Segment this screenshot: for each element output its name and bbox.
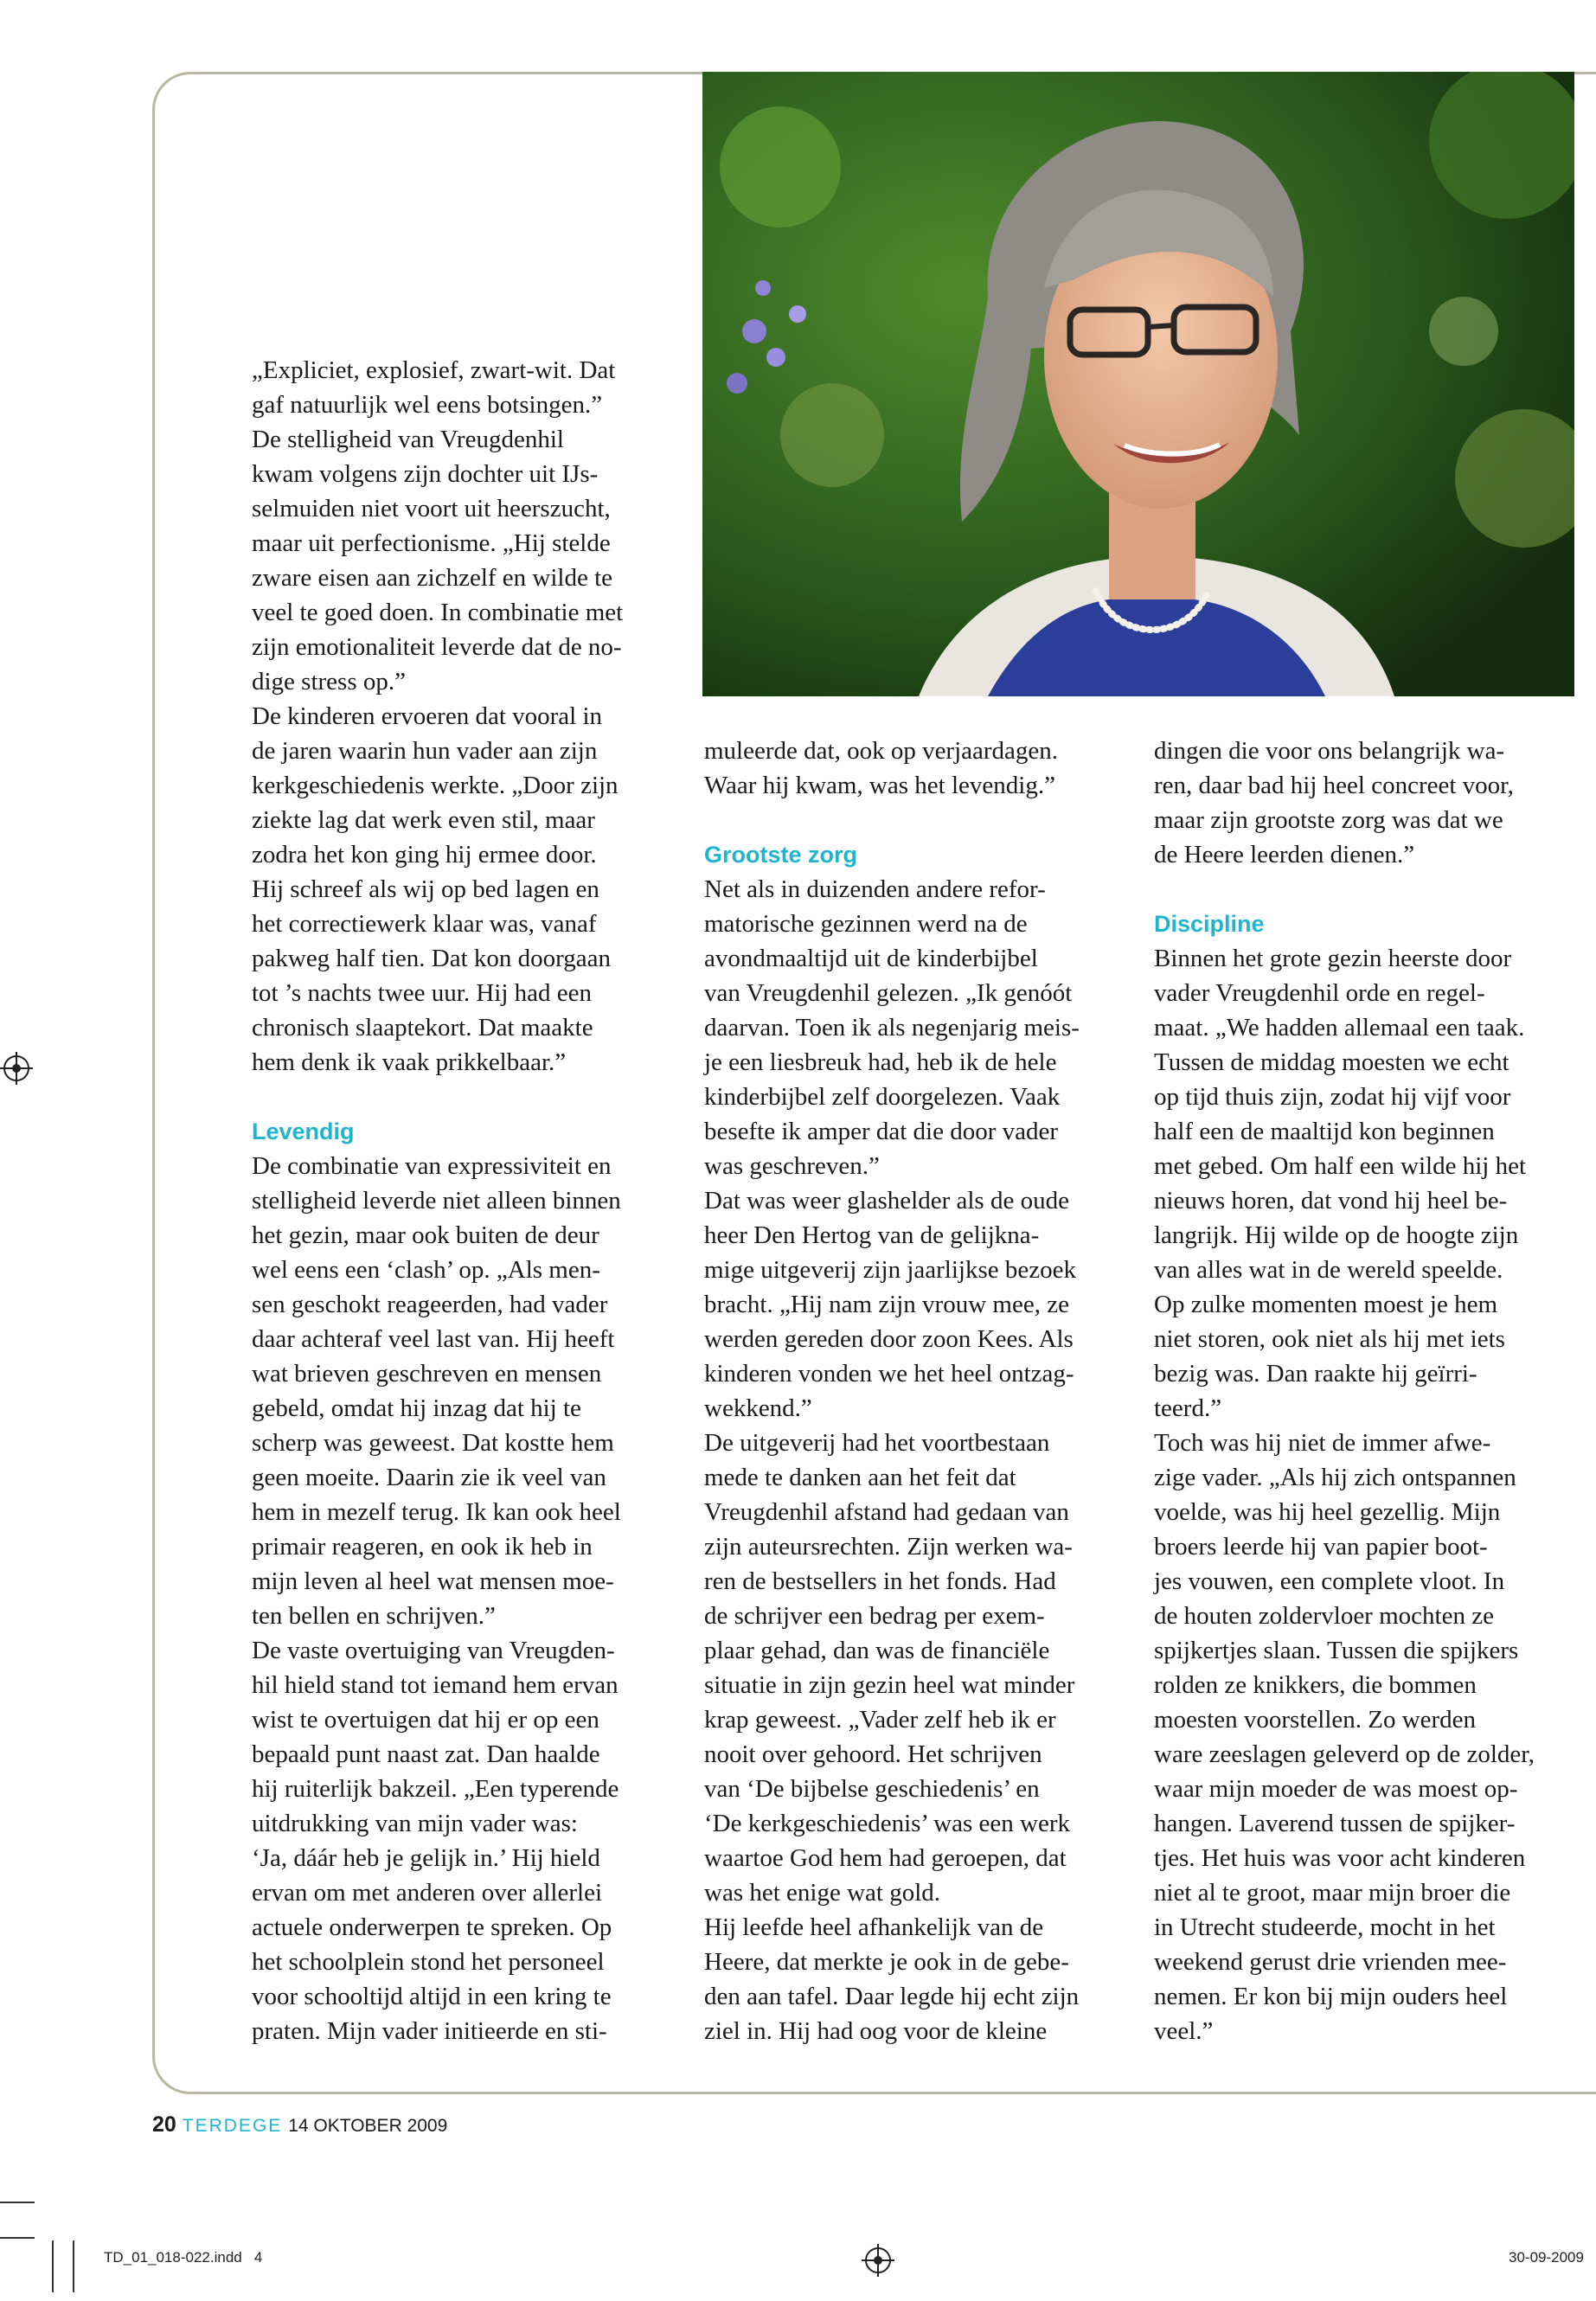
text-line: maat. „We hadden allemaal een taak.	[1154, 1014, 1525, 1042]
text-line: krap geweest. „Vader zelf heb ik er	[704, 1706, 1056, 1734]
text-line: in Utrecht studeerde, mocht in het	[1154, 1913, 1496, 1941]
text-line: den aan tafel. Daar legde hij echt zijn	[704, 1983, 1080, 2010]
text-line: ten bellen en schrijven.”	[252, 1602, 496, 1630]
paragraph-gap	[252, 1080, 623, 1114]
text-line: maar uit perfectionisme. „Hij stelde	[252, 529, 611, 557]
text-line: ‘Ja, dáár heb je gelijk in.’ Hij hield	[252, 1844, 600, 1872]
portrait-illustration	[702, 72, 1574, 696]
text-line: moesten voorstellen. Zo werden	[1154, 1706, 1477, 1734]
text-line: hij ruiterlijk bakzeil. „Een typerende	[252, 1775, 619, 1803]
text-line: wel eens een ‘clash’ op. „Als men-	[252, 1256, 600, 1284]
text-line: waar mijn moeder de was moest op-	[1154, 1775, 1518, 1803]
registration-mark-icon	[865, 2247, 891, 2273]
text-line: De stelligheid van Vreugdenhil	[252, 426, 564, 453]
magazine-name: TERDEGE	[182, 2116, 283, 2136]
text-line: zijn emotionaliteit leverde dat de no-	[252, 633, 622, 661]
text-line: vader Vreugdenhil orde en regel-	[1154, 979, 1485, 1007]
text-line: „Expliciet, explosief, zwart-wit. Dat	[252, 356, 616, 384]
text-line: waartoe God hem had geroepen, dat	[704, 1844, 1067, 1872]
paragraph-gap	[1154, 872, 1535, 907]
text-line: hem in mezelf terug. Ik kan ook heel	[252, 1498, 621, 1526]
text-line: uitdrukking van mijn vader was:	[252, 1810, 578, 1837]
text-line: ren, daar bad hij heel concreet voor,	[1154, 772, 1514, 799]
portrait-photo	[702, 72, 1574, 696]
text-line: sen geschokt reageerden, had vader	[252, 1291, 608, 1318]
text-line: niet storen, ook niet als hij met iets	[1154, 1325, 1505, 1353]
page-footer	[152, 2112, 447, 2138]
text-line: teerd.”	[1154, 1394, 1222, 1422]
text-line: broers leerde hij van papier boot-	[1154, 1533, 1488, 1561]
text-line: de houten zoldervloer mochten ze	[1154, 1602, 1494, 1630]
text-line: matorische gezinnen werd na de	[704, 910, 1028, 938]
text-line: Binnen het grote gezin heerste door	[1154, 945, 1512, 972]
text-line: nemen. Er kon bij mijn ouders heel	[1154, 1983, 1508, 2010]
crop-mark	[0, 2202, 35, 2203]
text-line: maar zijn grootste zorg was dat we	[1154, 806, 1503, 834]
text-line: op tijd thuis zijn, zodat hij vijf voor	[1154, 1083, 1511, 1111]
text-line: Waar hij kwam, was het levendig.”	[704, 772, 1055, 799]
text-line: praten. Mijn vader initieerde en sti-	[252, 2017, 607, 2045]
text-line: veel te goed doen. In combinatie met	[252, 599, 624, 626]
text-line: je een liesbreuk had, heb ik de hele	[704, 1048, 1057, 1076]
text-line: zijn auteursrechten. Zijn werken wa-	[704, 1533, 1073, 1561]
text-line: ervan om met anderen over allerlei	[252, 1879, 602, 1907]
text-line: Tussen de middag moesten we echt	[1154, 1048, 1509, 1076]
registration-mark-icon	[3, 1055, 29, 1081]
text-line: Op zulke momenten moest je hem	[1154, 1291, 1498, 1318]
text-line: veel.”	[1154, 2017, 1214, 2045]
text-line: muleerde dat, ook op verjaardagen.	[704, 737, 1059, 765]
text-line: het correctiewerk klaar was, vanaf	[252, 910, 597, 938]
slug-date: 30-09-2009	[1509, 2249, 1584, 2266]
section-heading: Levendig	[252, 1118, 355, 1144]
text-line: wist te overtuigen dat hij er op een	[252, 1706, 599, 1734]
text-line: langrijk. Hij wilde op de hoogte zijn	[1154, 1221, 1519, 1249]
column-1	[252, 353, 623, 2048]
text-line: nooit over gehoord. Het schrijven	[704, 1740, 1042, 1768]
text-line: wekkend.”	[704, 1394, 812, 1422]
text-line: selmuiden niet voort uit heerszucht,	[252, 495, 611, 522]
text-line: wat brieven geschreven en mensen	[252, 1360, 602, 1388]
section-heading: Discipline	[1154, 911, 1265, 937]
crop-mark	[52, 2240, 54, 2292]
text-line: met gebed. Om half een wilde hij het	[1154, 1152, 1527, 1180]
text-line: was geschreven.”	[704, 1152, 880, 1180]
text-line: de Heere leerden dienen.”	[1154, 841, 1415, 868]
text-line: tjes. Het huis was voor acht kinderen	[1154, 1844, 1526, 1872]
text-line: dingen die voor ons belangrijk wa-	[1154, 737, 1505, 765]
text-line: zware eisen aan zichzelf en wilde te	[252, 564, 613, 592]
text-line: jes vouwen, een complete vloot. In	[1154, 1567, 1505, 1595]
text-line: ware zeeslagen geleverd op de zolder,	[1154, 1740, 1535, 1768]
text-line: Heere, dat merkte je ook in de gebe-	[704, 1948, 1069, 1976]
text-line: bepaald punt naast zat. Dan haalde	[252, 1740, 600, 1768]
text-line: hangen. Laverend tussen de spijker-	[1154, 1810, 1516, 1837]
text-line: bezig was. Dan raakte hij geïrri-	[1154, 1360, 1477, 1388]
text-line: situatie in zijn gezin heel wat minder	[704, 1671, 1075, 1699]
text-line: Dat was weer glashelder als de oude	[704, 1187, 1069, 1215]
text-line: kerkgeschiedenis werkte. „Door zijn	[252, 772, 619, 799]
text-line: geen moeite. Daarin zie ik veel van	[252, 1464, 606, 1491]
text-line: van Vreugdenhil gelezen. „Ik genóót	[704, 979, 1073, 1007]
issue-date: 14 OKTOBER 2009	[288, 2116, 448, 2136]
text-line: van alles wat in de wereld speelde.	[1154, 1256, 1503, 1284]
text-line: daar achteraf veel last van. Hij heeft	[252, 1325, 615, 1353]
text-line: de schrijver een bedrag per exem-	[704, 1602, 1045, 1630]
text-line: van ‘De bijbelse geschiedenis’ en	[704, 1775, 1040, 1803]
text-line: was het enige wat gold.	[704, 1879, 941, 1907]
text-line: kwam volgens zijn dochter uit IJs-	[252, 460, 599, 488]
text-line: hem denk ik vaak prikkelbaar.”	[252, 1048, 567, 1076]
text-line: chronisch slaaptekort. Dat maakte	[252, 1014, 593, 1042]
text-line: nieuws horen, dat vond hij heel be-	[1154, 1187, 1508, 1215]
column-2	[704, 734, 1080, 2048]
text-line: primair reageren, en ook ik heb in	[252, 1533, 593, 1561]
text-line: Vreugdenhil afstand had gedaan van	[704, 1498, 1069, 1526]
text-line: tot ’s nachts twee uur. Hij had een	[252, 979, 593, 1007]
text-line: de jaren waarin hun vader aan zijn	[252, 737, 598, 765]
text-line: rolden ze knikkers, die bommen	[1154, 1671, 1477, 1699]
text-line: ziel in. Hij had oog voor de kleine	[704, 2017, 1048, 2045]
text-line: ren de bestsellers in het fonds. Had	[704, 1567, 1056, 1595]
crop-mark	[0, 2237, 35, 2239]
text-line: het gezin, maar ook buiten de deur	[252, 1221, 599, 1249]
section-heading: Grootste zorg	[704, 842, 858, 868]
text-line: besefte ik amper dat die door vader	[704, 1118, 1059, 1145]
column-3	[1154, 734, 1535, 2048]
text-line: plaar gehad, dan was de financiële	[704, 1637, 1050, 1664]
text-line: ziekte lag dat werk even stil, maar	[252, 806, 595, 834]
text-line: mijn leven al heel wat mensen moe-	[252, 1567, 614, 1595]
text-line: stelligheid leverde niet alleen binnen	[252, 1187, 621, 1215]
text-line: De uitgeverij had het voortbestaan	[704, 1429, 1050, 1457]
text-line: actuele onderwerpen te spreken. Op	[252, 1913, 612, 1941]
text-line: De kinderen ervoeren dat vooral in	[252, 702, 603, 730]
text-line: gebeld, omdat hij inzag dat hij te	[252, 1394, 581, 1422]
text-line: spijkertjes slaan. Tussen die spijkers	[1154, 1637, 1519, 1664]
text-line: Hij leefde heel afhankelijk van de	[704, 1913, 1044, 1941]
text-line: voelde, was hij heel gezellig. Mijn	[1154, 1498, 1501, 1526]
text-line: zodra het kon ging hij ermee door.	[252, 841, 597, 868]
text-line: bracht. „Hij nam zijn vrouw mee, ze	[704, 1291, 1069, 1318]
text-line: Toch was hij niet de immer afwe-	[1154, 1429, 1491, 1457]
text-line: avondmaaltijd uit de kinderbijbel	[704, 945, 1038, 972]
text-line: kinderen vonden we het heel ontzag-	[704, 1360, 1074, 1388]
text-line: daarvan. Toen ik als negenjarig meis-	[704, 1014, 1080, 1042]
text-line: scherp was geweest. Dat kostte hem	[252, 1429, 614, 1457]
text-line: dige stress op.”	[252, 668, 406, 695]
text-line: Hij schreef als wij op bed lagen en	[252, 875, 599, 903]
text-line: werden gereden door zoon Kees. Als	[704, 1325, 1074, 1353]
text-line: half een de maaltijd kon beginnen	[1154, 1118, 1495, 1145]
text-line: pakweg half tien. Dat kon doorgaan	[252, 945, 612, 972]
page-number: 20	[152, 2112, 176, 2137]
text-line: mige uitgeverij zijn jaarlijkse bezoek	[704, 1256, 1077, 1284]
text-line: heer Den Hertog van de gelijkna-	[704, 1221, 1040, 1249]
text-line: voor schooltijd altijd in een kring te	[252, 1983, 612, 2010]
text-line: niet al te groot, maar mijn broer die	[1154, 1879, 1511, 1907]
crop-mark	[73, 2240, 74, 2292]
text-line: kinderbijbel zelf doorgelezen. Vaak	[704, 1083, 1061, 1111]
paragraph-gap	[704, 803, 1080, 837]
text-line: De vaste overtuiging van Vreugden-	[252, 1637, 615, 1664]
text-line: ‘De kerkgeschiedenis’ was een werk	[704, 1810, 1070, 1837]
text-line: hil hield stand tot iemand hem ervan	[252, 1671, 619, 1699]
text-line: het schoolplein stond het personeel	[252, 1948, 605, 1976]
text-line: De combinatie van expressiviteit en	[252, 1152, 612, 1180]
text-line: Net als in duizenden andere refor-	[704, 875, 1046, 903]
text-line: gaf natuurlijk wel eens botsingen.”	[252, 391, 603, 419]
slug-file: TD_01_018-022.indd 4	[104, 2249, 263, 2266]
text-line: weekend gerust drie vrienden mee-	[1154, 1948, 1507, 1976]
text-line: zige vader. „Als hij zich ontspannen	[1154, 1464, 1516, 1491]
text-line: mede te danken aan het feit dat	[704, 1464, 1016, 1491]
